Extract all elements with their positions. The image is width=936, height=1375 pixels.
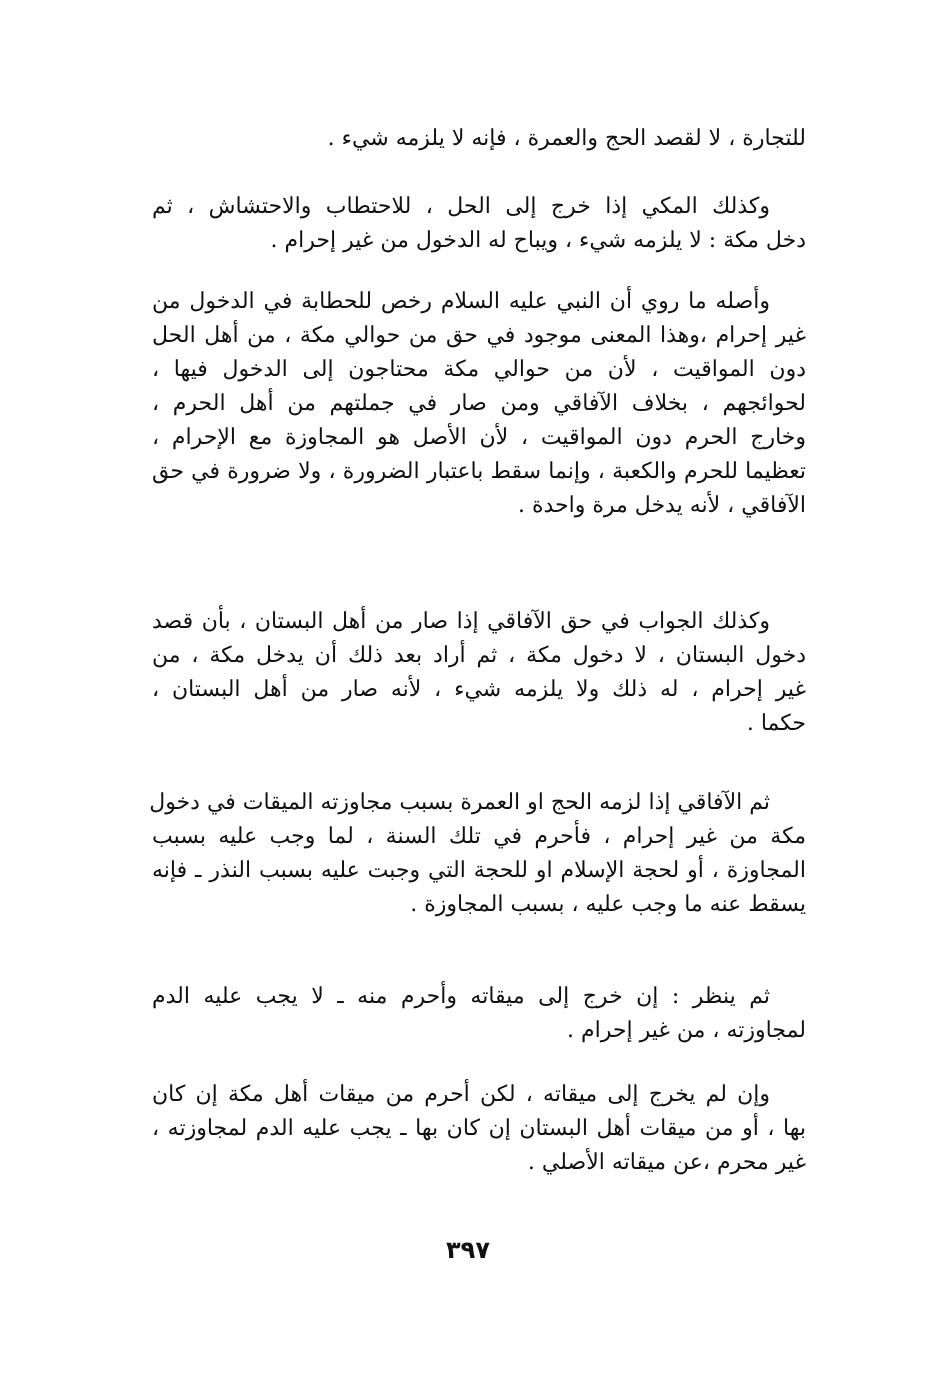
text-line: مكة من غير إحرام ، فأحرم في تلك السنة ، لما وجب عليه بسبب [152, 824, 806, 849]
text-line: وكذلك المكي إذا خرج إلى الحل ، للاحتطاب والاحتشاش ، ثم [152, 194, 770, 219]
text-line: غير إحرام ، له ذلك ولا يلزمه شيء ، لأنه صار من أهل البستان ، [152, 677, 806, 702]
para-6 [152, 980, 806, 1048]
para-4 [152, 605, 806, 741]
text-line: ثم الآفاقي إذا لزمه الحج او العمرة بسبب مجاوزته الميقات في دخول [149, 790, 770, 815]
text-line: وإن لم يخرج إلى ميقاته ، لكن أحرم من ميقات أهل مكة إن كان [152, 1082, 770, 1107]
para-5 [149, 786, 806, 922]
para-7 [152, 1078, 806, 1180]
text-line: غير محرم ،عن ميقاته الأصلي . [527, 1150, 806, 1175]
text-line: الآفاقي ، لأنه يدخل مرة واحدة . [517, 493, 806, 518]
text-line: لحوائجهم ، بخلاف الآفاقي ومن صار في جملتهم من أهل الحرم ، [152, 391, 806, 416]
text-line: للتجارة ، لا لقصد الحج والعمرة ، فإنه لا يلزمه شيء . [327, 126, 806, 151]
text-line: بها ، أو من ميقات أهل البستان إن كان بها ـ يجب عليه الدم لمجاوزته ، [152, 1116, 806, 1141]
text-line: يسقط عنه ما وجب عليه ، بسبب المجاوزة . [410, 892, 806, 917]
text-line: دخول البستان ، لا دخول مكة ، ثم أراد بعد ذلك أن يدخل مكة ، من [152, 643, 806, 668]
text-line: المجاوزة ، أو لحجة الإسلام او للحجة التي وجبت عليه بسبب النذر ـ فإنه [152, 858, 806, 883]
text-line: ثم ينظر : إن خرج إلى ميقاته وأحرم منه ـ لا يجب عليه الدم [152, 984, 770, 1009]
text-line: حكما . [746, 711, 806, 736]
text-line: غير إحرام ،وهذا المعنى موجود في حق من حوالي مكة ، من أهل الحل [152, 323, 806, 348]
text-line: وأصله ما روي أن النبي عليه السلام رخص للحطابة في الدخول من [152, 289, 770, 314]
text-line: تعظيما للحرم والكعبة ، وإنما سقط باعتبار الضرورة ، ولا ضرورة في حق [152, 459, 806, 484]
para-1 [152, 122, 806, 156]
text-line: دون المواقيت ، لأن من حوالي مكة محتاجون إلى الدخول فيها ، [152, 357, 806, 382]
text-line: وكذلك الجواب في حق الآفاقي إذا صار من أهل البستان ، بأن قصد [152, 609, 770, 634]
para-2 [152, 190, 806, 258]
para-3 [152, 285, 806, 523]
text-line: وخارج الحرم دون المواقيت ، لأن الأصل هو المجاوزة مع الإحرام ، [152, 425, 806, 450]
text-line: دخل مكة : لا يلزمه شيء ، ويباح له الدخول من غير إحرام . [270, 228, 806, 253]
page-number: ٣٩٧ [446, 1236, 490, 1264]
text-line: لمجاوزته ، من غير إحرام . [567, 1018, 806, 1043]
